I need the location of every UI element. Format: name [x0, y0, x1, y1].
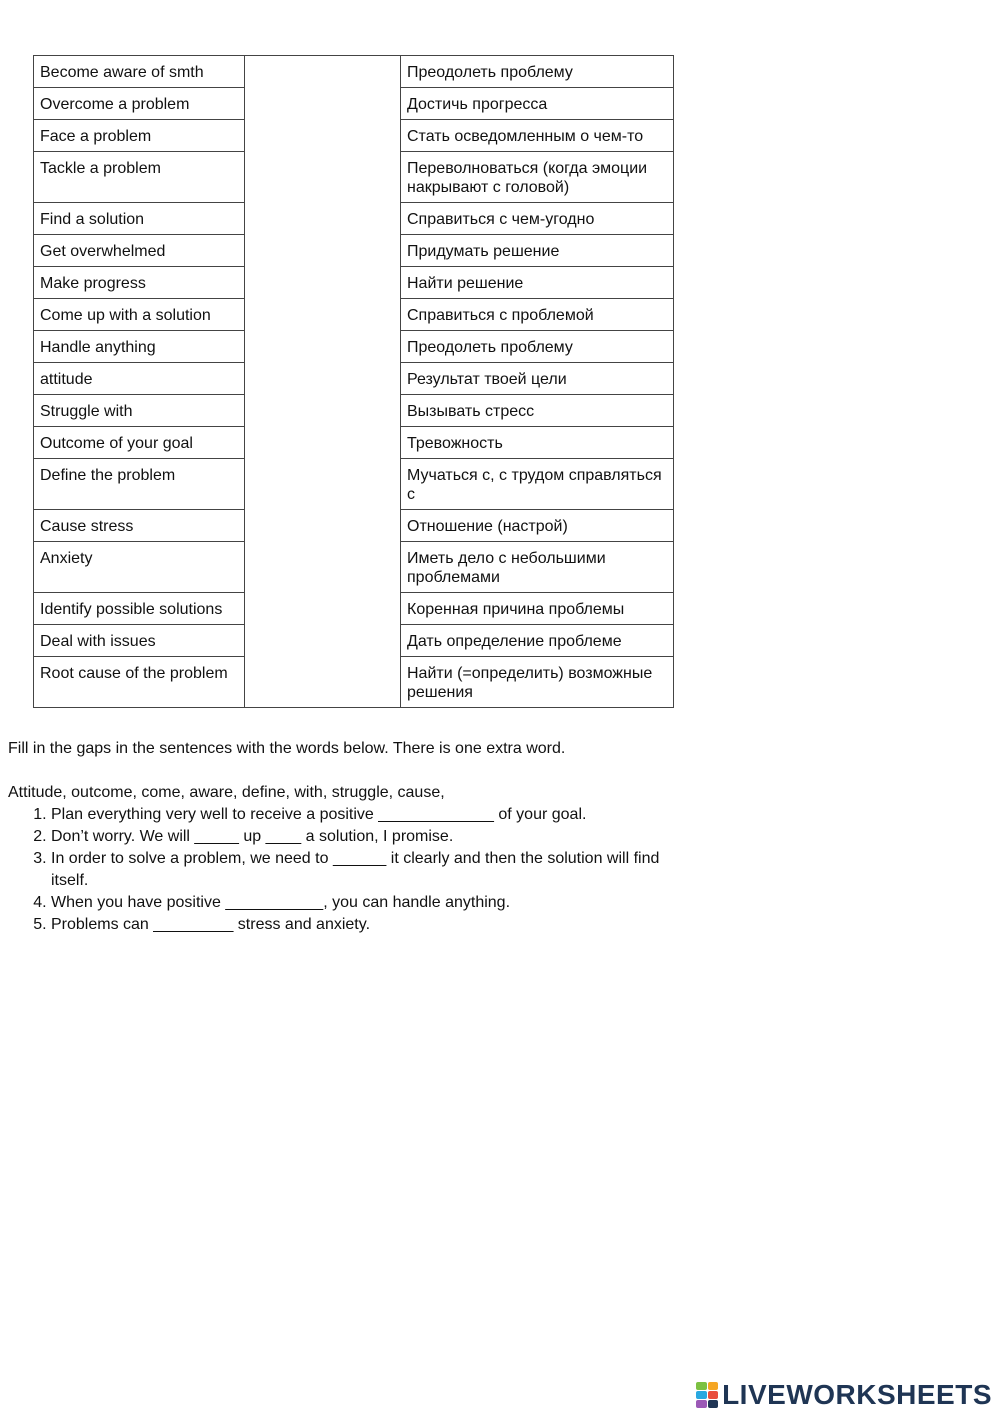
exercise-section	[8, 738, 678, 936]
russian-translation: Преодолеть проблему	[401, 331, 674, 363]
russian-translation: Иметь дело с небольшими проблемами	[401, 542, 674, 593]
english-phrase: Define the problem	[34, 459, 245, 510]
english-phrase: Outcome of your goal	[34, 427, 245, 459]
russian-translation: Тревожность	[401, 427, 674, 459]
sentence-item: 4. When you have positive ___________, you can handle anything.	[51, 892, 678, 914]
english-phrase: Become aware of smth	[34, 56, 245, 88]
sentence-item: 2. Don’t worry. We will _____ up ____ a solution, I promise.	[51, 826, 678, 848]
russian-translation: Переволноваться (когда эмоции накрывают с головой)	[401, 152, 674, 203]
footer-brand[interactable]	[696, 1378, 992, 1412]
english-phrase: Come up with a solution	[34, 299, 245, 331]
sentence-list	[8, 804, 678, 936]
liveworksheets-logo-icon	[696, 1382, 718, 1408]
russian-translation: Найти решение	[401, 267, 674, 299]
russian-translation: Справиться с чем-угодно	[401, 203, 674, 235]
word-bank: Attitude, outcome, come, aware, define, with, struggle, cause,	[8, 784, 445, 801]
russian-translation: Придумать решение	[401, 235, 674, 267]
exercise-instruction: Fill in the gaps in the sentences with the words below. There is one extra word.	[8, 740, 566, 757]
sentence-item: 1. Plan everything very well to receive a positive _____________ of your goal.	[51, 804, 678, 826]
english-phrase: Identify possible solutions	[34, 593, 245, 625]
english-phrase: attitude	[34, 363, 245, 395]
russian-translation: Отношение (настрой)	[401, 510, 674, 542]
russian-translation: Найти (=определить) возможные решения	[401, 657, 674, 708]
english-phrase: Anxiety	[34, 542, 245, 593]
english-phrase: Make progress	[34, 267, 245, 299]
english-phrase: Struggle with	[34, 395, 245, 427]
russian-translation: Преодолеть проблему	[401, 56, 674, 88]
table-row	[34, 56, 674, 88]
english-phrase: Get overwhelmed	[34, 235, 245, 267]
sentence-item: 5. Problems can _________ stress and anxiety.	[51, 914, 678, 936]
english-phrase: Cause stress	[34, 510, 245, 542]
english-phrase: Deal with issues	[34, 625, 245, 657]
russian-translation: Вызывать стресс	[401, 395, 674, 427]
vocabulary-matching-table	[33, 55, 674, 708]
brand-name: LIVEWORKSHEETS	[722, 1379, 992, 1410]
english-phrase: Tackle a problem	[34, 152, 245, 203]
english-phrase: Handle anything	[34, 331, 245, 363]
sentence-item: 3. In order to solve a problem, we need to ______ it clearly and then the solution will find itself.	[51, 848, 678, 892]
english-phrase: Find a solution	[34, 203, 245, 235]
english-phrase: Overcome a problem	[34, 88, 245, 120]
english-phrase: Root cause of the problem	[34, 657, 245, 708]
vocabulary-table-body	[34, 56, 674, 708]
russian-translation: Результат твоей цели	[401, 363, 674, 395]
russian-translation: Дать определение проблеме	[401, 625, 674, 657]
russian-translation: Стать осведомленным о чем-то	[401, 120, 674, 152]
russian-translation: Коренная причина проблемы	[401, 593, 674, 625]
russian-translation: Мучаться с, с трудом справляться с	[401, 459, 674, 510]
russian-translation: Достичь прогресса	[401, 88, 674, 120]
russian-translation: Справиться с проблемой	[401, 299, 674, 331]
english-phrase: Face a problem	[34, 120, 245, 152]
matching-area[interactable]	[245, 56, 401, 708]
